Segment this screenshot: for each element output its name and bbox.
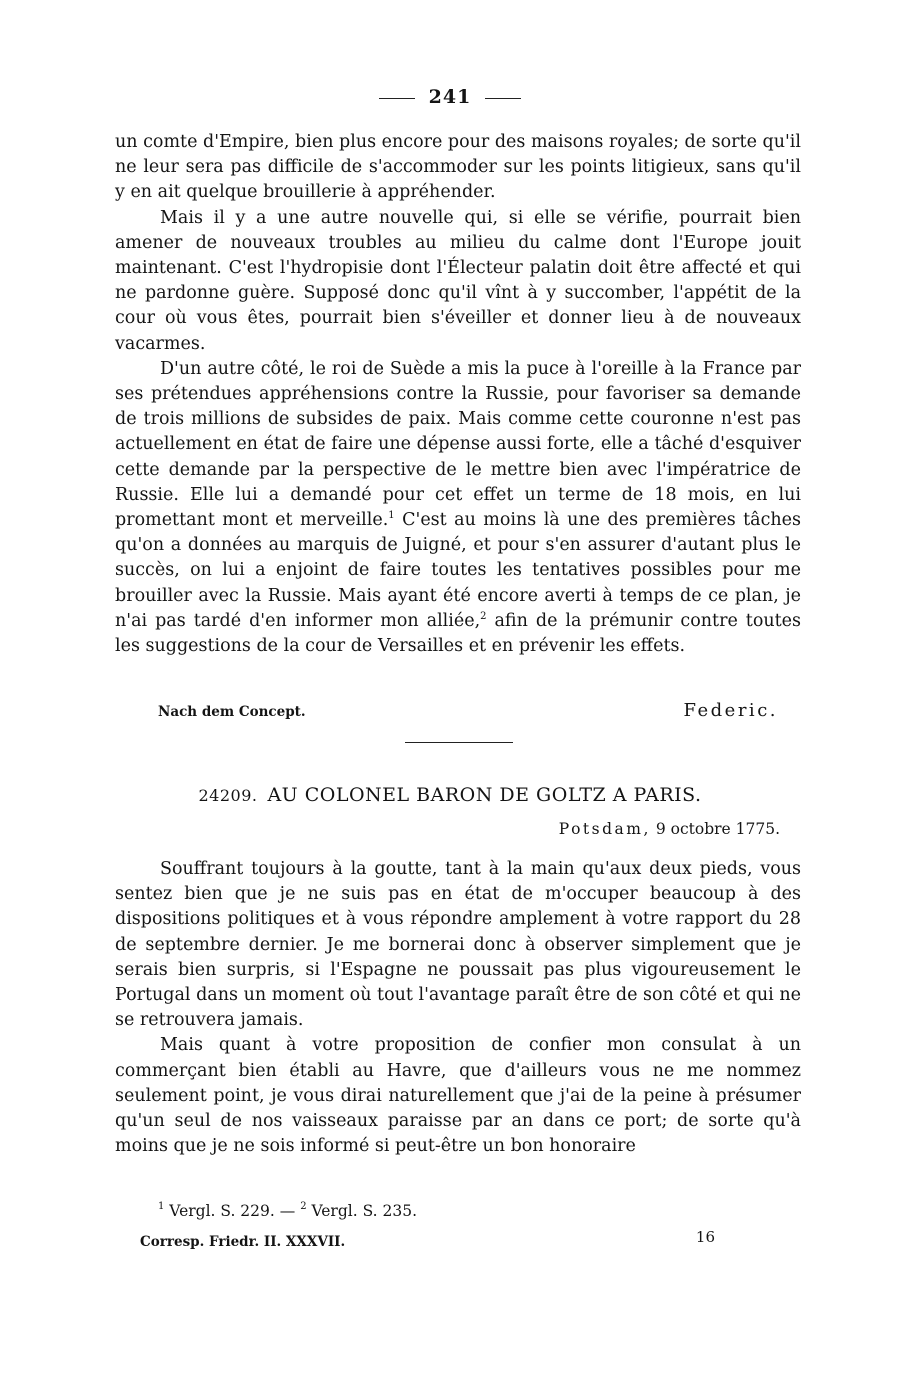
dateline-place: Potsdam, [558,820,651,838]
letter-1-body [115,130,801,659]
paragraph: Mais quant à votre proposition de confier mon consulat à un commerçant bien établi au Havre, que d'ailleurs vous ne me nommez seulement point, je vous dirai naturellement que j'ai de la peine à présumer qu'un seul de nos vaisseaux paraisse par an dans ce port; de sorte qu'à moins que je ne sois informé si peut-être un bon honoraire [115,1035,801,1157]
paragraph-text: afin de la prémunir contre toutes les suggestions de la cour de Versailles et en prévenir les effets. [115,610,801,657]
series-title: Corresp. Friedr. II. XXXVII. [140,1234,346,1250]
footnote-text-1: Vergl. S. 229. — [164,1202,301,1220]
footnote-mark-1: 1 [158,1201,165,1212]
letter-2-body [115,857,801,1159]
footnotes [158,1202,417,1220]
paragraph [115,357,801,659]
footnote-text-2: Vergl. S. 235. [306,1202,418,1220]
source-note: Nach dem Concept. [158,704,306,720]
footnote-ref-1: 1 [388,510,395,522]
footnote-ref-2: 2 [480,610,487,622]
sheet-number: 16 [695,1228,715,1246]
letter-title: AU COLONEL BARON DE GOLTZ A PARIS. [267,784,702,806]
letter-number: 24209. [198,786,258,805]
paragraph: Souffrant toujours à la goutte, tant à la main qu'aux deux pieds, vous sentez bien que je ne suis pas en état de m'occuper beaucoup à des dispositions politiques et à vous répondre amplement à votre rapport du 28 de septembre dernier. Je me bornerai donc à observer simplement que je serais bien surpris, si l'Espagne ne poussait pas plus vigoureusement le Portugal dans un moment où tout l'avantage paraît être de son côté et qui ne se retrouvera jamais. [115,859,801,1031]
paragraph-text: D'un autre côté, le roi de Suède a mis la puce à l'oreille à la France par ses prétendues appréhensions contre la Russie, pour favoriser sa demande de trois millions de subsides de paix. Mais comme cette couronne n'est pas actuellement en état de faire une dépense aussi forte, elle a tâché d'esquiver cette demande par la perspective de le mettre bien avec l'impératrice de Russie. Elle lui a demandé pour cet effet un terme de 18 mois, en lui promettant mont et merveille. [115,358,801,531]
header-dash-right [485,98,521,99]
paragraph-continuation: un comte d'Empire, bien plus encore pour des maisons royales; de sorte qu'il ne leur sera pas difficile de s'accommoder sur les points litigieux, sans qu'il y en ait quelque brouillerie à appréhender. [115,132,801,203]
section-separator [405,742,513,743]
footnote-mark-2: 2 [300,1201,307,1212]
page-number: 241 [428,86,472,108]
letter-2-heading [0,784,900,806]
header-dash-left [379,98,415,99]
letter-1-closing [158,700,778,724]
page-footer [140,1228,715,1252]
signature: Federic. [683,700,778,721]
dateline [559,820,780,838]
paragraph: Mais il y a une autre nouvelle qui, si elle se vérifie, pourrait bien amener de nouveaux troubles au milieu du calme dont l'Europe jouit maintenant. C'est l'hydropisie dont l'Électeur palatin doit être affecté et qui ne pardonne guère. Supposé donc qu'il vînt à y succomber, l'appétit de la cour où vous êtes, pourrait bien s'éveiller et donner lieu à de nouveaux vacarmes. [115,207,801,354]
dateline-date: 9 octobre 1775. [655,820,780,838]
page-header [0,86,900,108]
paragraph-text: C'est au moins là une des premières tâches qu'on a données au marquis de Juigné, et pour s'en assurer d'autant plus le succès, on lui a enjoint de faire toutes les tentatives possibles pour me brouiller avec la Russie. Mais ayant été encore averti à temps de ce plan, je n'ai pas tardé d'en informer mon alliée, [115,510,802,631]
